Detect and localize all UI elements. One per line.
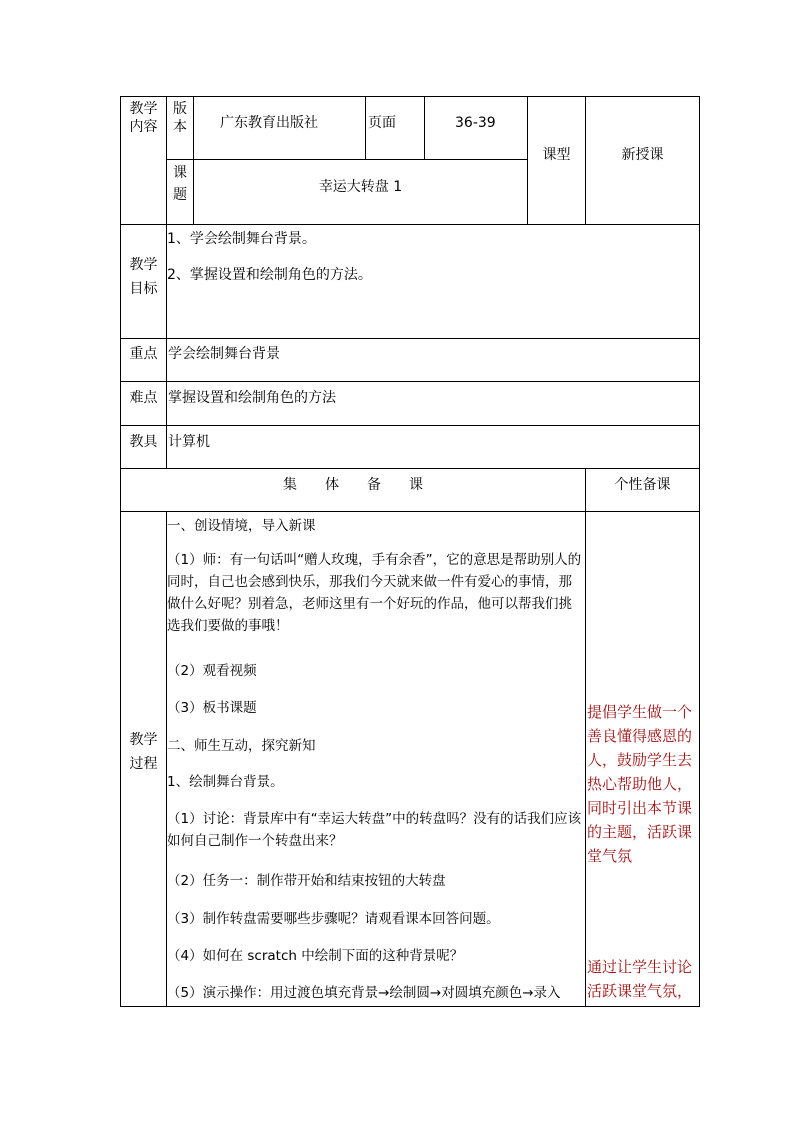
publisher-value: 广东教育出版社 (220, 115, 318, 131)
table-border (120, 96, 700, 97)
course-type-label: 课型 (542, 147, 571, 163)
tools-label: 教具 (129, 434, 158, 450)
process-paragraph: 一、创设情境，导入新课 (167, 518, 316, 534)
process-label-line1: 教学 (129, 732, 158, 748)
table-border (699, 96, 700, 1007)
goal-item-2: 2、掌握设置和绘制角色的方法。 (167, 267, 372, 283)
difficulty-value: 掌握设置和绘制角色的方法 (168, 390, 336, 406)
table-border (120, 224, 700, 225)
topic-label-line2: 题 (173, 187, 187, 203)
content-label (121, 100, 166, 136)
goals-label-line1: 教学 (129, 257, 158, 273)
table-border (120, 381, 700, 382)
table-border (120, 468, 700, 469)
page-label: 页面 (368, 115, 396, 131)
process-paragraph: （1）讨论：背景库中有“幸运大转盘”中的转盘吗？没有的话我们应该如何自己制作一个转盘出来？ (167, 811, 582, 849)
edition-label-line2: 本 (173, 119, 187, 135)
table-border (120, 425, 700, 426)
process-paragraph: （2）观看视频 (167, 663, 257, 679)
table-border (120, 511, 700, 512)
collective-prep-header: 集 体 备 课 (283, 477, 423, 493)
process-paragraph: 1、绘制舞台背景。 (167, 774, 284, 790)
goals-label-line2: 目标 (129, 281, 158, 297)
page-range-value: 36-39 (455, 115, 496, 131)
edition-label-line1: 版 (173, 101, 187, 117)
key-point-value: 学会绘制舞台背景 (168, 346, 280, 362)
difficulty-label: 难点 (129, 390, 158, 406)
process-paragraph: （3）板书课题 (167, 700, 257, 716)
table-border (120, 96, 121, 1007)
goal-item-1: 1、学会绘制舞台背景。 (167, 231, 316, 247)
content-label-line1: 教学 (129, 101, 158, 117)
personal-note-2: 通过让学生讨论活跃课堂气氛， (587, 958, 693, 1000)
key-point-label: 重点 (129, 346, 158, 362)
personal-note-1: 提倡学生做一个善良懂得感恩的人，鼓励学生去热心帮助他人，同时引出本节课的主题，活跃课堂气氛 (587, 703, 693, 865)
topic-label (167, 164, 193, 204)
table-border (424, 96, 425, 160)
table-border (120, 338, 700, 339)
process-paragraph: （1）师：有一句话叫“赠人玫瑰，手有余香”，它的意思是帮助别人的同时，自己也会感到快乐，那我们今天就来做一件有爱心的事情，那做什么好呢？别着急，老师这里有一个好玩的作品，他可以帮我们挑选我们要做的事哦！ (167, 552, 582, 634)
process-paragraph: （5）演示操作：用过渡色填充背景→绘制圆→对圆填充颜色→录入 (167, 985, 561, 1001)
process-label (121, 728, 166, 776)
topic-label-line1: 课 (173, 165, 187, 181)
content-label-line2: 内容 (129, 119, 158, 135)
personal-prep-header: 个性备课 (614, 477, 671, 493)
course-type-value: 新授课 (621, 147, 664, 163)
process-paragraph: （4）如何在 scratch 中绘制下面的这种背景呢？ (167, 948, 464, 964)
topic-value: 幸运大转盘 1 (318, 179, 403, 195)
tools-value: 计算机 (168, 434, 210, 450)
process-paragraph: 二、师生互动，探究新知 (167, 738, 316, 754)
table-border (365, 96, 366, 160)
process-label-line2: 过程 (129, 756, 158, 772)
goals-label (121, 253, 166, 301)
process-paragraph: （2）任务一：制作带开始和结束按钮的大转盘 (167, 873, 446, 889)
table-border (585, 468, 586, 1007)
process-paragraph: （3）制作转盘需要哪些步骤呢？请观看课本回答问题。 (167, 911, 500, 927)
table-border (193, 96, 194, 225)
table-border (120, 1006, 700, 1007)
edition-label (167, 100, 193, 136)
table-border (166, 159, 527, 160)
